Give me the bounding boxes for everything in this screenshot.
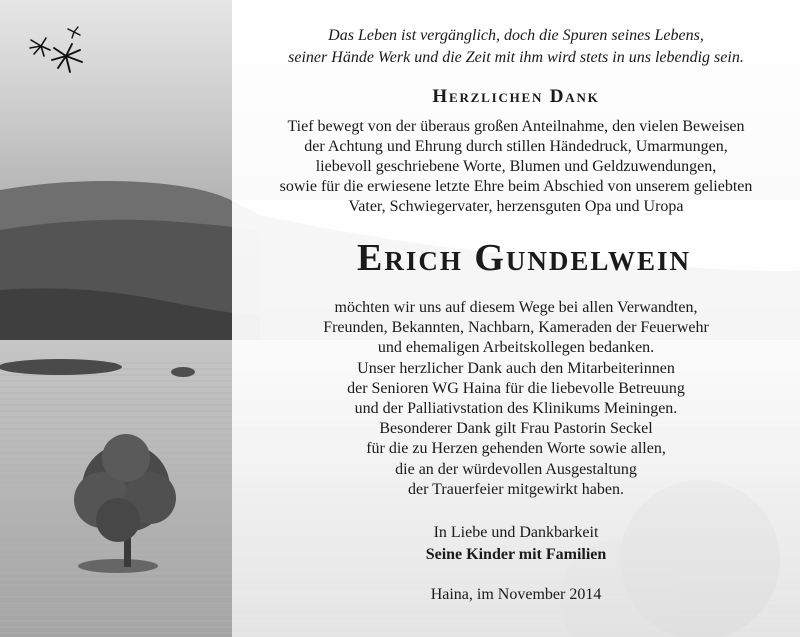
verse-line: Das Leben ist vergänglich, doch die Spuren seines Lebens, [328, 27, 704, 44]
deceased-name: Erich Gundelwein [357, 237, 691, 279]
obituary-text [232, 0, 800, 605]
thanks-line: Freunden, Bekannten, Nachbarn, Kameraden der Feuerwehr [323, 319, 709, 337]
intro-paragraph [232, 117, 800, 217]
verse-line: seiner Hände Werk und die Zeit mit ihm wird stets in uns lebendig sein. [288, 49, 744, 66]
thanks-paragraph [232, 298, 800, 500]
thanks-line: für die zu Herzen gehenden Worte sowie allen, [366, 440, 666, 458]
memorial-verse [232, 0, 800, 69]
flower-ornament-icon [28, 26, 88, 76]
intro-line: Vater, Schwiegervater, herzensguten Opa und Uropa [348, 198, 684, 215]
thanks-line: Besonderer Dank gilt Frau Pastorin Seckel [379, 420, 653, 438]
intro-line: der Achtung und Ehrung durch stillen Händedruck, Umarmungen, [304, 138, 728, 155]
thanks-line: die an der würdevollen Ausgestaltung [395, 460, 637, 478]
closing-greeting: In Liebe und Dankbarkeit [433, 524, 599, 542]
family-signature: Seine Kinder mit Familien [425, 546, 607, 564]
thanks-line: Unser herzlicher Dank auch den Mitarbeiterinnen [357, 359, 675, 377]
place-and-date: Haina, im November 2014 [430, 586, 602, 604]
thanks-line: möchten wir uns auf diesem Wege bei allen Verwandten, [334, 299, 698, 316]
intro-line: sowie für die erwiesene letzte Ehre beim Abschied von unserem geliebten [279, 178, 753, 195]
thanks-line: der Trauerfeier mitgewirkt haben. [408, 480, 624, 498]
intro-line: liebevoll geschriebene Worte, Blumen und Geldzuwendungen, [315, 158, 717, 175]
intro-line: Tief bewegt von der überaus großen Anteilnahme, den vielen Beweisen [287, 118, 745, 135]
thanks-line: und ehemaligen Arbeitskollegen bedanken. [377, 339, 655, 357]
thanks-heading: Herzlichen Dank [432, 86, 600, 107]
closing-block [232, 522, 800, 566]
thanks-line: und der Palliativstation des Klinikums Meiningen. [354, 400, 678, 418]
thanks-line: der Senioren WG Haina für die liebevolle Betreuung [347, 379, 685, 397]
